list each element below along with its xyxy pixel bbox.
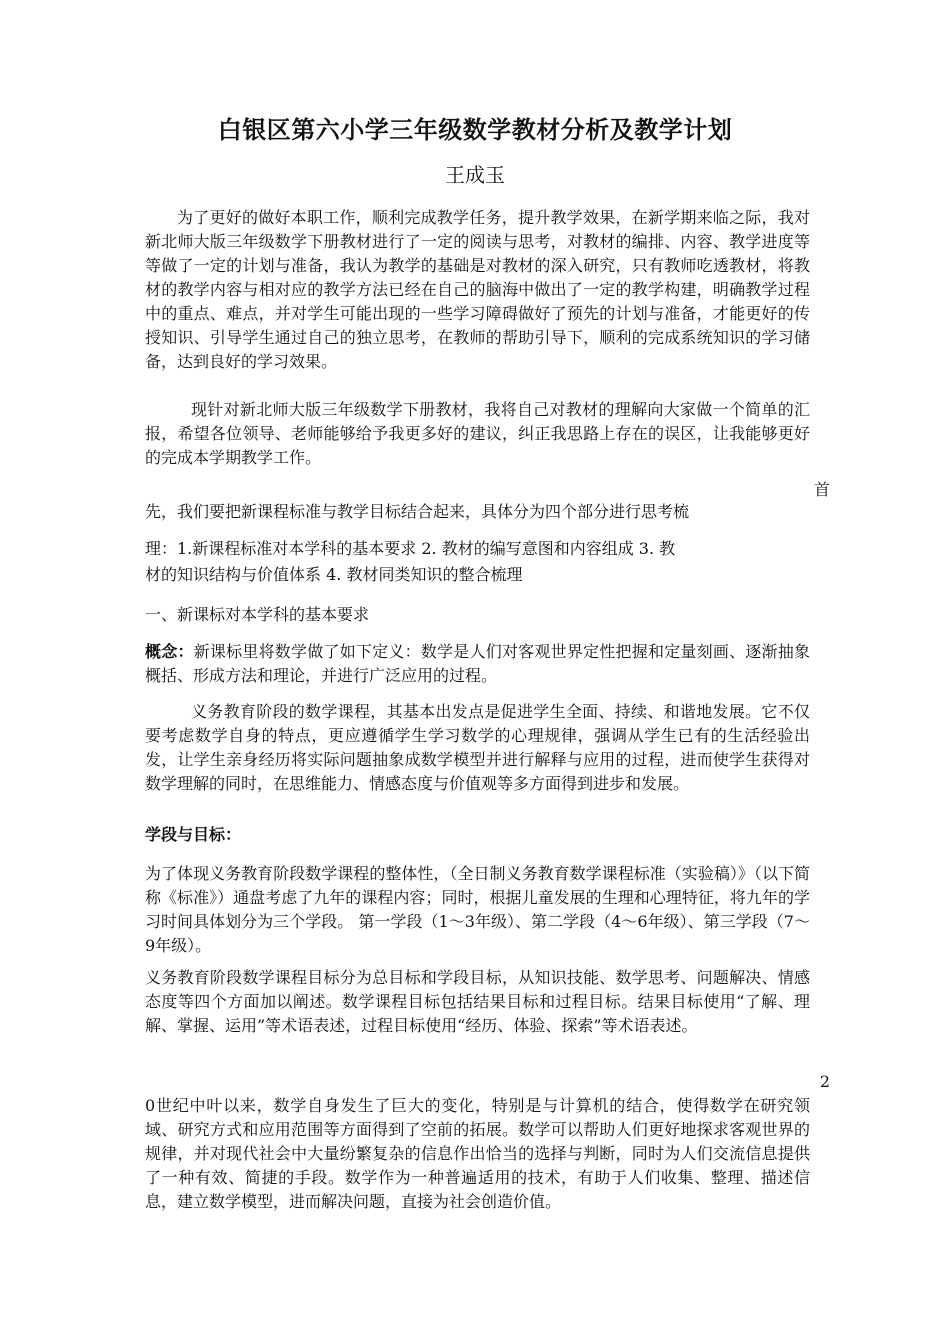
outline-line-2: 理：1.新课程标准对本学科的基本要求 2. 教材的编写意图和内容组成 3. 教 — [145, 539, 676, 558]
page-marker-second: 2 — [819, 1072, 830, 1091]
math-development-paragraph: 0世纪中叶以来，数学自身发生了巨大的变化，特别是与计算机的结合，使得数学在研究领域、研究方式和应用范围等方面得到了空前的拓展。数学可以帮助人们更好地探求客观世界的规律，并对现代社会中大量纷繁复杂的信息作出恰当的选择与判断，同时为人们交流信息提供了一种有效、简捷的手段。数学作为一种普遍适用的技术，有助于人们收集、整理、描述信息，建立数学模型，进而解决问题，直接为社会创造价值。 — [145, 1096, 810, 1211]
curriculum-paragraph: 义务教育阶段的数学课程，其基本出发点是促进学生全面、持续、和谐地发展。它不仅要考虑数学自身的特点，更应遵循学生学习数学的心理规律，强调从学生已有的生活经验出发，让学生亲身经历将实际问题抽象成数学模型并进行解释与应用的过程，进而使学生获得对数学理解的同时，在思维能力、情感态度与价值观等多方面得到进步和发展。 — [145, 702, 810, 793]
goals-paragraph: 义务教育阶段数学课程目标分为总目标和学段目标，从知识技能、数学思考、问题解决、情感态度等四个方面加以阐述。数学课程目标包括结果目标和过程目标。结果目标使用“了解、理解、掌握、运用”等术语表述，过程目标使用“经历、体验、探索”等术语表述。 — [145, 968, 810, 1035]
document-author: 王成玉 — [445, 163, 505, 187]
outline-line-3: 材的知识结构与价值体系 4. 教材同类知识的整合梳理 — [145, 565, 523, 584]
document-title: 白银区第六小学三年级数学教材分析及教学计划 — [217, 115, 733, 144]
stage-paragraph: 为了体现义务教育阶段数学课程的整体性，（全日制义务教育数学课程标准（实验稿）》（以下简称《标准》）通盘考虑了九年的课程内容；同时，根据儿童发展的生理和心理特征，将九年的学习时间具体划分为三个学段。 第一学段（1～3年级）、第二学段（4～6年级）、第三学段（7～9年级）。 — [145, 864, 810, 955]
intro-paragraph: 为了更好的做好本职工作，顺利完成教学任务，提升教学效果，在新学期来临之际，我对新北师大版三年级数学下册教材进行了一定的阅读与思考，对教材的编排、内容、教学进度等等做了一定的计划与准备，我认为教学的基础是对教材的深入研究，只有教师吃透教材，将教材的教学内容与相对应的教学方法已经在自己的脑海中做出了一定的教学构建，明确教学过程中的重点、难点，并对学生可能出现的一些学习障碍做好了预先的计划与准备，才能更好的传授知识、引导学生通过自己的独立思考，在教师的帮助引导下，顺利的完成系统知识的学习储备，达到良好的学习效果。 — [145, 208, 810, 371]
report-paragraph: 现针对新北师大版三年级数学下册教材，我将自己对教材的理解向大家做一个简单的汇报，希望各位领导、老师能够给予我更多好的建议，纠正我思路上存在的误区，让我能够更好的完成本学期教学工作。 — [145, 400, 810, 467]
stage-heading: 学段与目标： — [145, 825, 242, 844]
page-marker-first: 首 — [813, 480, 830, 499]
section-heading: 一、新课标对本学科的基本要求 — [145, 605, 370, 624]
concept-text: 新课标里将数学做了如下定义：数学是人们对客观世界定性把握和定量刻画、逐渐抽象概括、形成方法和理论，并进行广泛应用的过程。 — [145, 642, 810, 685]
concept-label: 概念： — [145, 642, 194, 661]
concept-paragraph — [145, 640, 810, 688]
outline-line-1: 先，我们要把新课程标准与教学目标结合起来，具体分为四个部分进行思考梳 — [145, 502, 690, 521]
